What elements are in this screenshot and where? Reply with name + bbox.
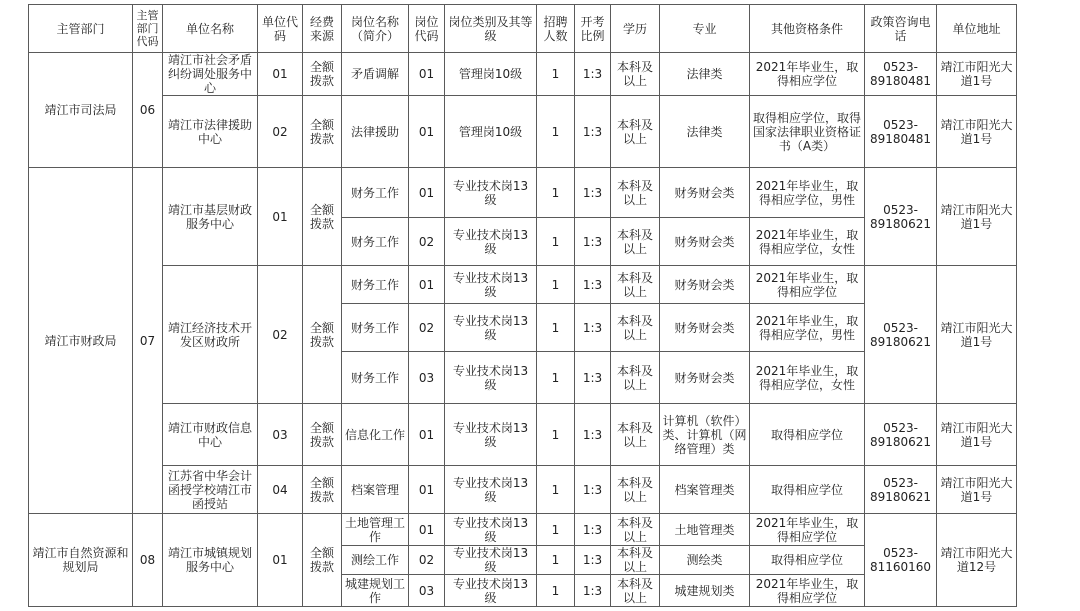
- post-count: 1: [537, 575, 575, 607]
- unit-address: 靖江市阳光大道1号: [937, 266, 1017, 404]
- table-row: [29, 514, 1017, 546]
- post-count: 1: [537, 404, 575, 466]
- post-count: 1: [537, 218, 575, 266]
- post-count: 1: [537, 352, 575, 404]
- post-edu: 本科及以上: [611, 575, 660, 607]
- header-cell: 开考比例: [575, 5, 611, 53]
- unit-phone: 0523-89180621: [865, 404, 937, 466]
- unit-phone: 0523-89180621: [865, 266, 937, 404]
- header-cell: 政策咨询电话: [865, 5, 937, 53]
- post-code: 01: [409, 514, 445, 546]
- post-edu: 本科及以上: [611, 466, 660, 514]
- post-name: 测绘工作: [342, 546, 409, 575]
- unit-address: 靖江市阳光大道1号: [937, 466, 1017, 514]
- post-count: 1: [537, 266, 575, 304]
- post-count: 1: [537, 546, 575, 575]
- post-category: 管理岗10级: [445, 96, 537, 168]
- unit-phone: 0523-89180481: [865, 53, 937, 96]
- post-edu: 本科及以上: [611, 546, 660, 575]
- table-row: [29, 466, 1017, 514]
- header-cell: 主管部门: [29, 5, 133, 53]
- post-major: 计算机（软件）类、计算机（网络管理）类: [660, 404, 750, 466]
- post-ratio: 1:3: [575, 404, 611, 466]
- post-count: 1: [537, 96, 575, 168]
- post-category: 专业技术岗13级: [445, 352, 537, 404]
- post-edu: 本科及以上: [611, 352, 660, 404]
- recruitment-table: [28, 4, 1017, 607]
- unit-name: 靖江市社会矛盾纠纷调处服务中心: [163, 53, 258, 96]
- post-code: 01: [409, 96, 445, 168]
- post-other: 2021年毕业生，取得相应学位，女性: [750, 352, 865, 404]
- unit-code: 01: [258, 53, 303, 96]
- post-name: 财务工作: [342, 168, 409, 218]
- unit-address: 靖江市阳光大道1号: [937, 53, 1017, 96]
- unit-phone: 0523-89180621: [865, 466, 937, 514]
- post-code: 02: [409, 218, 445, 266]
- post-other: 2021年毕业生，取得相应学位，女性: [750, 218, 865, 266]
- header-cell: 岗位名称（简介）: [342, 5, 409, 53]
- post-name: 信息化工作: [342, 404, 409, 466]
- dept-name: 靖江市自然资源和规划局: [29, 514, 133, 607]
- post-other: 取得相应学位: [750, 546, 865, 575]
- post-other: 2021年毕业生，取得相应学位: [750, 514, 865, 546]
- header-cell: 其他资格条件: [750, 5, 865, 53]
- post-ratio: 1:3: [575, 218, 611, 266]
- post-name: 财务工作: [342, 352, 409, 404]
- header-cell: 专业: [660, 5, 750, 53]
- post-edu: 本科及以上: [611, 218, 660, 266]
- post-ratio: 1:3: [575, 96, 611, 168]
- post-major: 法律类: [660, 53, 750, 96]
- post-major: 城建规划类: [660, 575, 750, 607]
- post-code: 03: [409, 575, 445, 607]
- header-cell: 单位地址: [937, 5, 1017, 53]
- post-count: 1: [537, 168, 575, 218]
- header-cell: 主管部门代码: [133, 5, 163, 53]
- post-edu: 本科及以上: [611, 168, 660, 218]
- post-code: 01: [409, 53, 445, 96]
- unit-name: 靖江市基层财政服务中心: [163, 168, 258, 266]
- post-category: 专业技术岗13级: [445, 404, 537, 466]
- post-count: 1: [537, 466, 575, 514]
- unit-code: 04: [258, 466, 303, 514]
- dept-name: 靖江市司法局: [29, 53, 133, 168]
- header-cell: 学历: [611, 5, 660, 53]
- header-cell: 岗位代码: [409, 5, 445, 53]
- post-code: 01: [409, 404, 445, 466]
- post-ratio: 1:3: [575, 266, 611, 304]
- post-code: 01: [409, 466, 445, 514]
- unit-address: 靖江市阳光大道1号: [937, 96, 1017, 168]
- fund-source: 全额拨款: [303, 266, 342, 404]
- post-edu: 本科及以上: [611, 304, 660, 352]
- post-code: 02: [409, 304, 445, 352]
- post-code: 01: [409, 168, 445, 218]
- post-name: 财务工作: [342, 266, 409, 304]
- post-category: 专业技术岗13级: [445, 218, 537, 266]
- post-code: 01: [409, 266, 445, 304]
- post-other: 2021年毕业生，取得相应学位，男性: [750, 168, 865, 218]
- unit-address: 靖江市阳光大道1号: [937, 404, 1017, 466]
- post-ratio: 1:3: [575, 168, 611, 218]
- post-edu: 本科及以上: [611, 266, 660, 304]
- unit-code: 02: [258, 266, 303, 404]
- post-name: 档案管理: [342, 466, 409, 514]
- unit-name: 靖江经济技术开发区财政所: [163, 266, 258, 404]
- unit-code: 01: [258, 514, 303, 607]
- post-name: 财务工作: [342, 218, 409, 266]
- post-edu: 本科及以上: [611, 96, 660, 168]
- post-name: 矛盾调解: [342, 53, 409, 96]
- post-ratio: 1:3: [575, 514, 611, 546]
- post-other: 2021年毕业生，取得相应学位: [750, 575, 865, 607]
- post-category: 专业技术岗13级: [445, 168, 537, 218]
- table-row: [29, 96, 1017, 168]
- header-cell: 招聘人数: [537, 5, 575, 53]
- post-major: 财务财会类: [660, 218, 750, 266]
- table-row: [29, 53, 1017, 96]
- post-ratio: 1:3: [575, 304, 611, 352]
- post-category: 专业技术岗13级: [445, 546, 537, 575]
- post-count: 1: [537, 304, 575, 352]
- post-major: 测绘类: [660, 546, 750, 575]
- unit-name: 靖江市财政信息中心: [163, 404, 258, 466]
- post-major: 财务财会类: [660, 352, 750, 404]
- unit-code: 01: [258, 168, 303, 266]
- post-code: 03: [409, 352, 445, 404]
- fund-source: 全额拨款: [303, 514, 342, 607]
- unit-code: 03: [258, 404, 303, 466]
- post-edu: 本科及以上: [611, 514, 660, 546]
- post-name: 法律援助: [342, 96, 409, 168]
- post-category: 专业技术岗13级: [445, 575, 537, 607]
- post-other: 2021年毕业生，取得相应学位: [750, 53, 865, 96]
- post-edu: 本科及以上: [611, 53, 660, 96]
- header-cell: 单位代码: [258, 5, 303, 53]
- post-ratio: 1:3: [575, 466, 611, 514]
- post-major: 土地管理类: [660, 514, 750, 546]
- post-major: 档案管理类: [660, 466, 750, 514]
- header-cell: 经费来源: [303, 5, 342, 53]
- post-other: 取得相应学位，取得国家法律职业资格证书（A类）: [750, 96, 865, 168]
- table-row: [29, 168, 1017, 218]
- post-category: 专业技术岗13级: [445, 466, 537, 514]
- post-major: 财务财会类: [660, 304, 750, 352]
- header-cell: 单位名称: [163, 5, 258, 53]
- fund-source: 全额拨款: [303, 466, 342, 514]
- dept-code: 06: [133, 53, 163, 168]
- post-ratio: 1:3: [575, 575, 611, 607]
- post-count: 1: [537, 53, 575, 96]
- header-cell: 岗位类别及其等级: [445, 5, 537, 53]
- unit-phone: 0523-81160160: [865, 514, 937, 607]
- unit-code: 02: [258, 96, 303, 168]
- table-row: [29, 404, 1017, 466]
- post-code: 02: [409, 546, 445, 575]
- unit-name: 靖江市法律援助中心: [163, 96, 258, 168]
- unit-name: 江苏省中华会计函授学校靖江市函授站: [163, 466, 258, 514]
- fund-source: 全额拨款: [303, 96, 342, 168]
- post-name: 土地管理工作: [342, 514, 409, 546]
- unit-address: 靖江市阳光大道1号: [937, 168, 1017, 266]
- unit-phone: 0523-89180621: [865, 168, 937, 266]
- unit-phone: 0523-89180481: [865, 96, 937, 168]
- post-count: 1: [537, 514, 575, 546]
- post-other: 取得相应学位: [750, 466, 865, 514]
- post-major: 财务财会类: [660, 168, 750, 218]
- post-category: 专业技术岗13级: [445, 304, 537, 352]
- unit-address: 靖江市阳光大道12号: [937, 514, 1017, 607]
- post-edu: 本科及以上: [611, 404, 660, 466]
- header-row: [29, 5, 1017, 53]
- post-category: 管理岗10级: [445, 53, 537, 96]
- fund-source: 全额拨款: [303, 53, 342, 96]
- post-other: 2021年毕业生，取得相应学位: [750, 266, 865, 304]
- post-major: 财务财会类: [660, 266, 750, 304]
- table-row: [29, 266, 1017, 304]
- fund-source: 全额拨款: [303, 404, 342, 466]
- post-other: 取得相应学位: [750, 404, 865, 466]
- dept-code: 07: [133, 168, 163, 514]
- post-ratio: 1:3: [575, 546, 611, 575]
- unit-name: 靖江市城镇规划服务中心: [163, 514, 258, 607]
- post-category: 专业技术岗13级: [445, 514, 537, 546]
- dept-name: 靖江市财政局: [29, 168, 133, 514]
- post-other: 2021年毕业生，取得相应学位，男性: [750, 304, 865, 352]
- post-category: 专业技术岗13级: [445, 266, 537, 304]
- dept-code: 08: [133, 514, 163, 607]
- post-ratio: 1:3: [575, 352, 611, 404]
- post-major: 法律类: [660, 96, 750, 168]
- fund-source: 全额拨款: [303, 168, 342, 266]
- post-ratio: 1:3: [575, 53, 611, 96]
- post-name: 城建规划工作: [342, 575, 409, 607]
- post-name: 财务工作: [342, 304, 409, 352]
